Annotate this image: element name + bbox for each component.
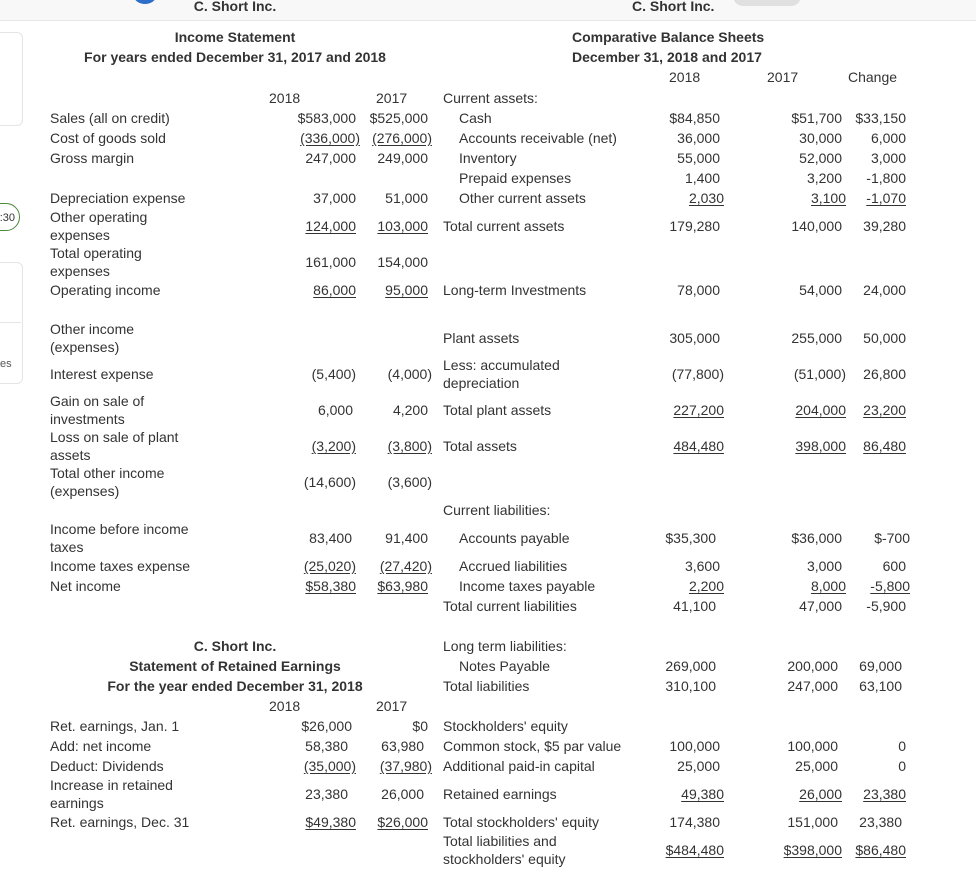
row-value-2018: 23,380	[305, 786, 348, 802]
row-value-2017: 103,000	[377, 218, 428, 234]
row-label: Total stockholders' equity	[443, 814, 599, 830]
sidebar-tab-label: es	[0, 358, 12, 370]
section-header: Stockholders' equity	[443, 718, 568, 734]
bs-col-2018: 2018	[669, 69, 701, 85]
row-label: Long-term Investments	[443, 282, 587, 298]
section-header: Current liabilities:	[443, 502, 551, 518]
row-value-2018: 247,000	[305, 150, 356, 166]
row-value-2017: (3,800)	[387, 438, 432, 454]
row-label: Net income	[50, 578, 121, 594]
re-col-2018: 2018	[269, 698, 301, 714]
row-value-change: 0	[898, 758, 906, 774]
row-value-change: 23,200	[863, 402, 906, 418]
row-value-2018: 83,400	[309, 530, 352, 546]
row-value-2017: $0	[412, 718, 428, 734]
bs-company: C. Short Inc.	[632, 0, 715, 14]
row-value-2017: 47,000	[799, 598, 842, 614]
row-label: Total liabilities	[443, 678, 530, 694]
row-label: Accrued liabilities	[459, 558, 568, 574]
row-value-change: 86,480	[863, 438, 906, 454]
row-value-2017: 8,000	[810, 578, 846, 594]
row-label: Increase in retained earnings	[50, 777, 173, 811]
row-value-2018: 310,100	[665, 678, 716, 694]
row-value-2018: 484,480	[673, 438, 724, 454]
row-value-change: 50,000	[863, 330, 906, 346]
row-label: Ret. earnings, Dec. 31	[50, 814, 190, 830]
row-value-2017: 52,000	[799, 150, 842, 166]
row-value-2017: (37,980)	[379, 758, 432, 774]
row-label: Total other income (expenses)	[50, 465, 165, 499]
row-value-change: -5,900	[866, 598, 906, 614]
row-value-2018: (35,000)	[303, 758, 356, 774]
row-value-2017: (4,000)	[387, 366, 432, 382]
row-label: Cost of goods sold	[50, 130, 166, 146]
row-value-2018: 305,000	[669, 330, 720, 346]
sidebar-card[interactable]	[0, 32, 23, 126]
row-label: Interest expense	[50, 366, 154, 382]
row-value-2018: 37,000	[313, 190, 356, 206]
row-label: Retained earnings	[443, 786, 557, 802]
row-value-2017: 25,000	[795, 758, 838, 774]
row-value-change: -1,070	[866, 190, 906, 206]
row-value-2018: $35,300	[665, 530, 716, 546]
row-label: Income before income taxes	[50, 521, 189, 555]
row-value-change: 24,000	[863, 282, 906, 298]
row-value-2018: (336,000)	[300, 130, 360, 146]
row-value-2018: 1,400	[684, 170, 720, 186]
row-value-2018: 58,380	[305, 738, 348, 754]
row-value-2018: 174,380	[669, 814, 720, 830]
re-company: C. Short Inc.	[193, 638, 277, 654]
row-value-2017: 3,000	[806, 558, 842, 574]
row-value-change: 6,000	[870, 130, 906, 146]
row-label: Total assets	[443, 438, 517, 454]
row-value-2018: 269,000	[665, 658, 716, 674]
row-value-2017: 204,000	[795, 402, 846, 418]
row-value-2018: 41,100	[673, 598, 716, 614]
row-label: Inventory	[459, 150, 517, 166]
income-col-2017: 2017	[376, 90, 408, 106]
row-value-2017: 26,000	[799, 786, 842, 802]
row-label: Add: net income	[50, 738, 152, 754]
row-value-2018: $484,480	[665, 842, 724, 858]
row-value-change: -5,800	[870, 578, 910, 594]
row-value-change: 69,000	[859, 658, 902, 674]
row-value-2017: 247,000	[787, 678, 838, 694]
section-header: Current assets:	[443, 90, 538, 106]
row-label: Total current liabilities	[443, 598, 577, 614]
row-value-2017: 30,000	[799, 130, 842, 146]
row-value-2018: 78,000	[677, 282, 720, 298]
row-value-2017: 4,200	[392, 402, 428, 418]
row-value-2017: 249,000	[377, 150, 428, 166]
row-label: Other current assets	[459, 190, 586, 206]
row-value-2018: 2,030	[688, 190, 724, 206]
row-value-2017: 255,000	[791, 330, 842, 346]
income-col-2018: 2018	[269, 90, 301, 106]
row-value-2018: 161,000	[305, 254, 356, 270]
row-label: Other income (expenses)	[50, 321, 135, 355]
income-period: For years ended December 31, 2017 and 2018	[84, 49, 386, 65]
row-label: Plant assets	[443, 330, 520, 346]
bs-col-change: Change	[848, 69, 898, 85]
row-value-2018: 2,200	[688, 578, 724, 594]
row-value-change: 23,380	[863, 786, 906, 802]
row-value-2017: 63,980	[381, 738, 424, 754]
row-value-2018: $58,380	[305, 578, 356, 594]
row-value-2018: $84,850	[669, 110, 720, 126]
income-company: C. Short Inc.	[193, 0, 277, 14]
row-label: Income taxes expense	[50, 558, 191, 574]
bs-title: Comparative Balance Sheets	[572, 29, 765, 45]
row-value-2017: 51,000	[385, 190, 428, 206]
row-value-2017: (3,600)	[387, 474, 432, 490]
row-value-2017: $398,000	[783, 842, 842, 858]
row-label: Common stock, $5 par value	[443, 738, 622, 754]
re-period: For the year ended December 31, 2018	[107, 678, 363, 694]
row-value-2017: $36,000	[791, 530, 842, 546]
row-value-change: 63,100	[859, 678, 902, 694]
row-value-change: 0	[898, 738, 906, 754]
row-value-2017: 200,000	[787, 658, 838, 674]
row-value-2017: 100,000	[787, 738, 838, 754]
row-value-2018: 227,200	[673, 402, 724, 418]
income-title: Income Statement	[174, 29, 296, 45]
row-value-2018: 36,000	[677, 130, 720, 146]
row-value-change: 39,280	[863, 218, 906, 234]
row-label: Prepaid expenses	[459, 170, 572, 186]
row-label: Accounts payable	[459, 530, 570, 546]
row-label: Depreciation expense	[50, 190, 186, 206]
row-value-2018: $49,380	[305, 814, 356, 830]
row-value-change: $-700	[874, 530, 910, 546]
row-value-change: 3,000	[870, 150, 906, 166]
row-value-2018: 86,000	[313, 282, 356, 298]
re-col-2017: 2017	[376, 698, 408, 714]
row-value-2018: 25,000	[677, 758, 720, 774]
row-label: Operating income	[50, 282, 161, 298]
row-value-2018: $26,000	[301, 718, 352, 734]
section-header: Long term liabilities:	[443, 638, 567, 654]
row-value-2018: (5,400)	[311, 366, 356, 382]
row-value-2018: 3,600	[684, 558, 720, 574]
row-label: Other operating expenses	[50, 209, 148, 243]
row-value-2017: 3,100	[810, 190, 846, 206]
row-value-2017: 26,000	[381, 786, 424, 802]
row-value-2017: 54,000	[799, 282, 842, 298]
row-value-2017: $525,000	[369, 110, 428, 126]
row-value-2017: (51,000)	[793, 366, 846, 382]
row-value-2017: 3,200	[806, 170, 842, 186]
row-label: Additional paid-in capital	[443, 758, 595, 774]
row-value-2018: 55,000	[677, 150, 720, 166]
row-value-change: 26,800	[863, 366, 906, 382]
row-value-2018: 124,000	[305, 218, 356, 234]
row-value-2018: 6,000	[317, 402, 353, 418]
row-label: Notes Payable	[459, 658, 551, 674]
row-value-2017: $51,700	[791, 110, 842, 126]
row-value-2017: 154,000	[377, 254, 428, 270]
row-value-change: $86,480	[855, 842, 906, 858]
avatar-icon[interactable]	[134, 0, 156, 4]
row-value-2018: (25,020)	[303, 558, 356, 574]
row-value-2017: 95,000	[385, 282, 428, 298]
row-label: Ret. earnings, Jan. 1	[50, 718, 180, 734]
row-value-change: 600	[882, 558, 906, 574]
row-value-2017: 91,400	[385, 530, 428, 546]
row-value-2018: 49,380	[681, 786, 724, 802]
row-label: Less: accumulated depreciation	[443, 357, 560, 391]
row-label: Loss on sale of plant assets	[50, 429, 179, 463]
re-title: Statement of Retained Earnings	[129, 658, 341, 674]
divider	[0, 322, 21, 323]
row-value-2018: (77,800)	[671, 366, 724, 382]
row-value-2017: 151,000	[787, 814, 838, 830]
row-value-2017: 398,000	[795, 438, 846, 454]
row-value-2018: 179,280	[669, 218, 720, 234]
row-value-2017: $63,980	[377, 578, 428, 594]
row-value-2017: $26,000	[377, 814, 428, 830]
row-value-2017: (276,000)	[372, 130, 432, 146]
row-label: Income taxes payable	[459, 578, 596, 594]
row-label: Total operating expenses	[50, 245, 142, 279]
row-label: Total plant assets	[443, 402, 552, 418]
row-value-2018: $583,000	[297, 110, 356, 126]
row-value-change: $33,150	[855, 110, 906, 126]
row-value-2018: 100,000	[669, 738, 720, 754]
top-pill-button[interactable]	[733, 0, 801, 6]
row-label: Deduct: Dividends	[50, 758, 164, 774]
row-label: Total liabilities and stockholders' equity	[443, 833, 566, 867]
row-value-2018: (14,600)	[303, 474, 356, 490]
row-value-2017: (27,420)	[379, 558, 432, 574]
row-value-2018: (3,200)	[311, 438, 356, 454]
bs-col-2017: 2017	[767, 69, 799, 85]
row-label: Cash	[459, 110, 492, 126]
bs-period: December 31, 2018 and 2017	[572, 49, 762, 65]
row-label: Total current assets	[443, 218, 565, 234]
row-label: Accounts receivable (net)	[459, 130, 617, 146]
row-label: Sales (all on credit)	[50, 110, 170, 126]
row-label: Gross margin	[50, 150, 135, 166]
row-value-change: 23,380	[859, 814, 902, 830]
row-value-change: -1,800	[866, 170, 906, 186]
timer-badge: :30	[0, 203, 20, 231]
row-label: Gain on sale of investments	[50, 393, 145, 427]
row-value-2017: 140,000	[791, 218, 842, 234]
